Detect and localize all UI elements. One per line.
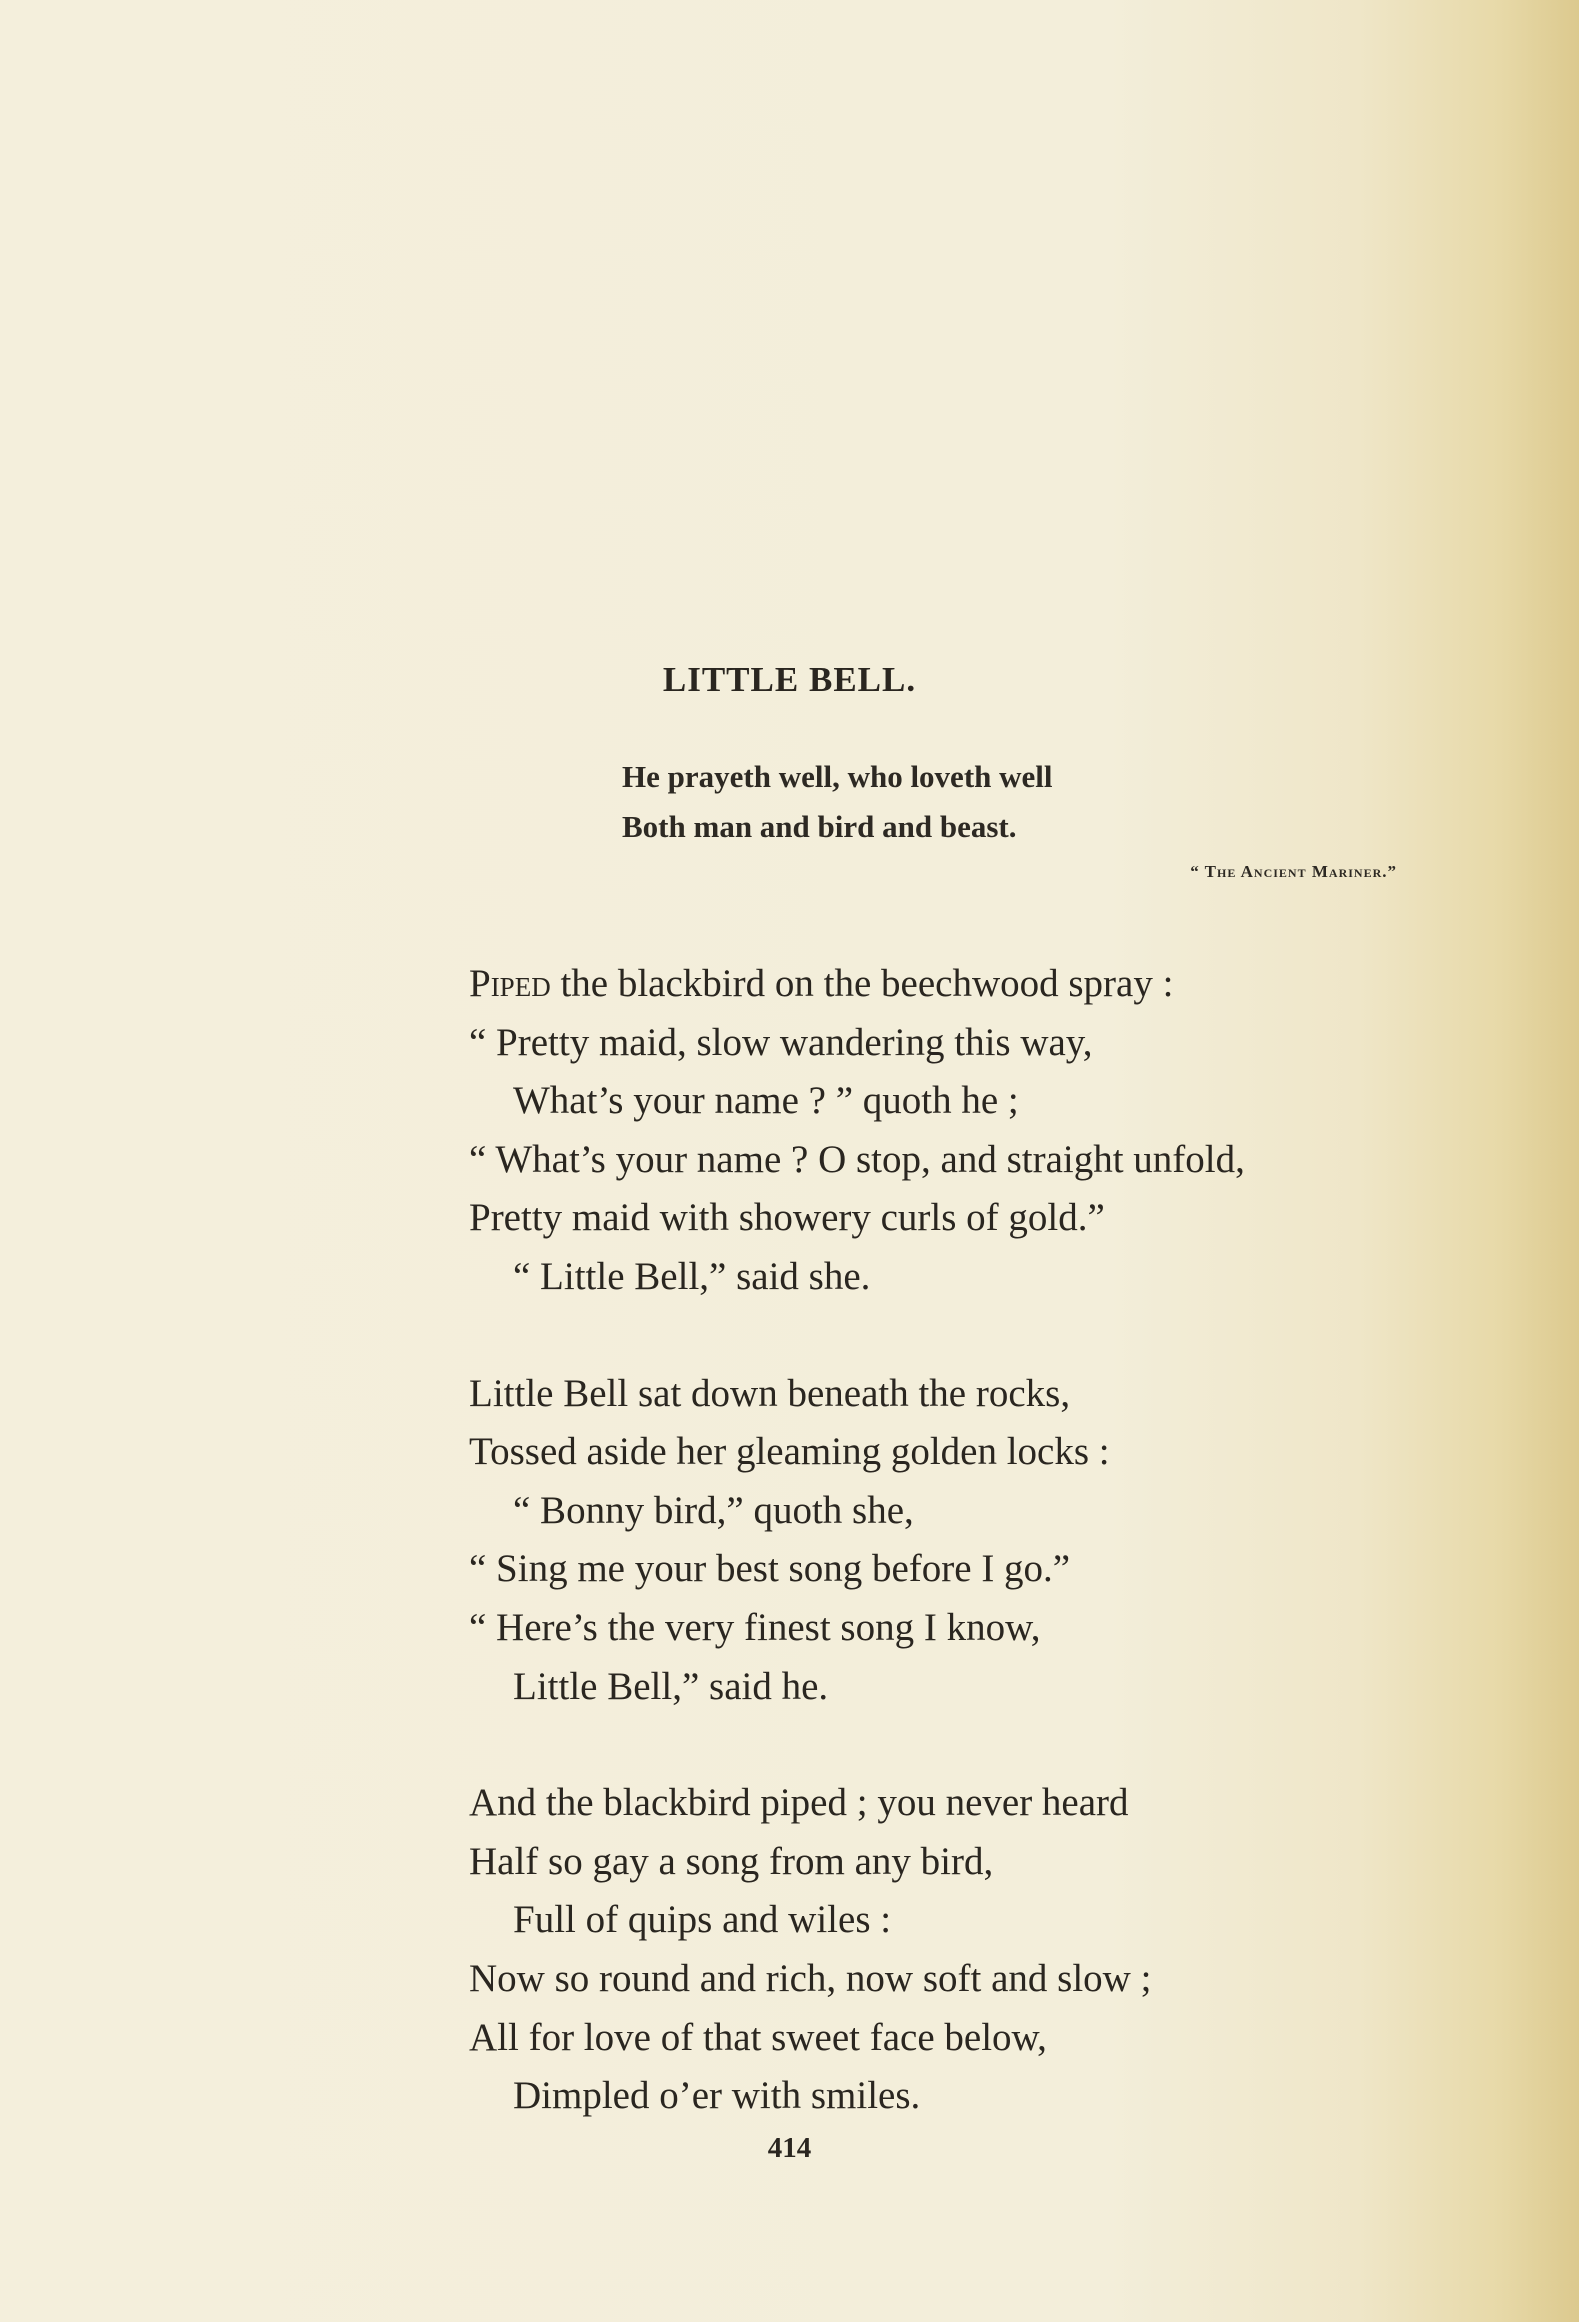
- verse-line: Dimpled o’er with smiles.: [513, 2074, 921, 2118]
- stanza-3: [469, 1774, 1245, 2126]
- verse-line: What’s your name ? ” quoth he ;: [513, 1079, 1019, 1123]
- poem-body: [469, 955, 1245, 2184]
- verse-line: All for love of that sweet face below,: [469, 2015, 1047, 2059]
- stanza-2: [469, 1365, 1245, 1717]
- verse-line: [469, 955, 1245, 1014]
- verse-line: Tossed aside her gleaming golden locks :: [469, 1430, 1110, 1474]
- stanza-1: [469, 955, 1245, 1307]
- verse-line: “ What’s your name ? O stop, and straight unfold,: [469, 1137, 1245, 1181]
- verse-line: And the blackbird piped ; you never heard: [469, 1781, 1129, 1825]
- verse-line: Half so gay a song from any bird,: [469, 1839, 994, 1883]
- epigraph-source: “ The Ancient Mariner.”: [1190, 862, 1397, 881]
- verse-line: Little Bell sat down beneath the rocks,: [469, 1371, 1071, 1415]
- verse-line: Pretty maid with showery curls of gold.”: [469, 1196, 1105, 1240]
- verse-line: “ Here’s the very finest song I know,: [469, 1605, 1041, 1649]
- verse-line: “ Little Bell,” said she.: [513, 1254, 871, 1298]
- epigraph-line: He prayeth well, who loveth well: [622, 759, 1053, 794]
- verse-text: the blackbird on the beechwood spray :: [550, 962, 1174, 1005]
- epigraph-line: Both man and bird and beast.: [622, 809, 1017, 844]
- verse-line: Full of quips and wiles :: [513, 1898, 892, 1942]
- page-number: 414: [767, 2132, 812, 2164]
- verse-line: “ Pretty maid, slow wandering this way,: [469, 1020, 1093, 1064]
- verse-line: Little Bell,” said he.: [513, 1664, 829, 1708]
- verse-line: Now so round and rich, now soft and slow ;: [469, 1956, 1152, 2000]
- verse-first-word: Piped: [469, 962, 551, 1005]
- verse-line: “ Bonny bird,” quoth she,: [513, 1488, 914, 1532]
- epigraph: [622, 752, 1053, 852]
- poem-title: LITTLE BELL.: [662, 660, 917, 699]
- verse-line: “ Sing me your best song before I go.”: [469, 1547, 1071, 1591]
